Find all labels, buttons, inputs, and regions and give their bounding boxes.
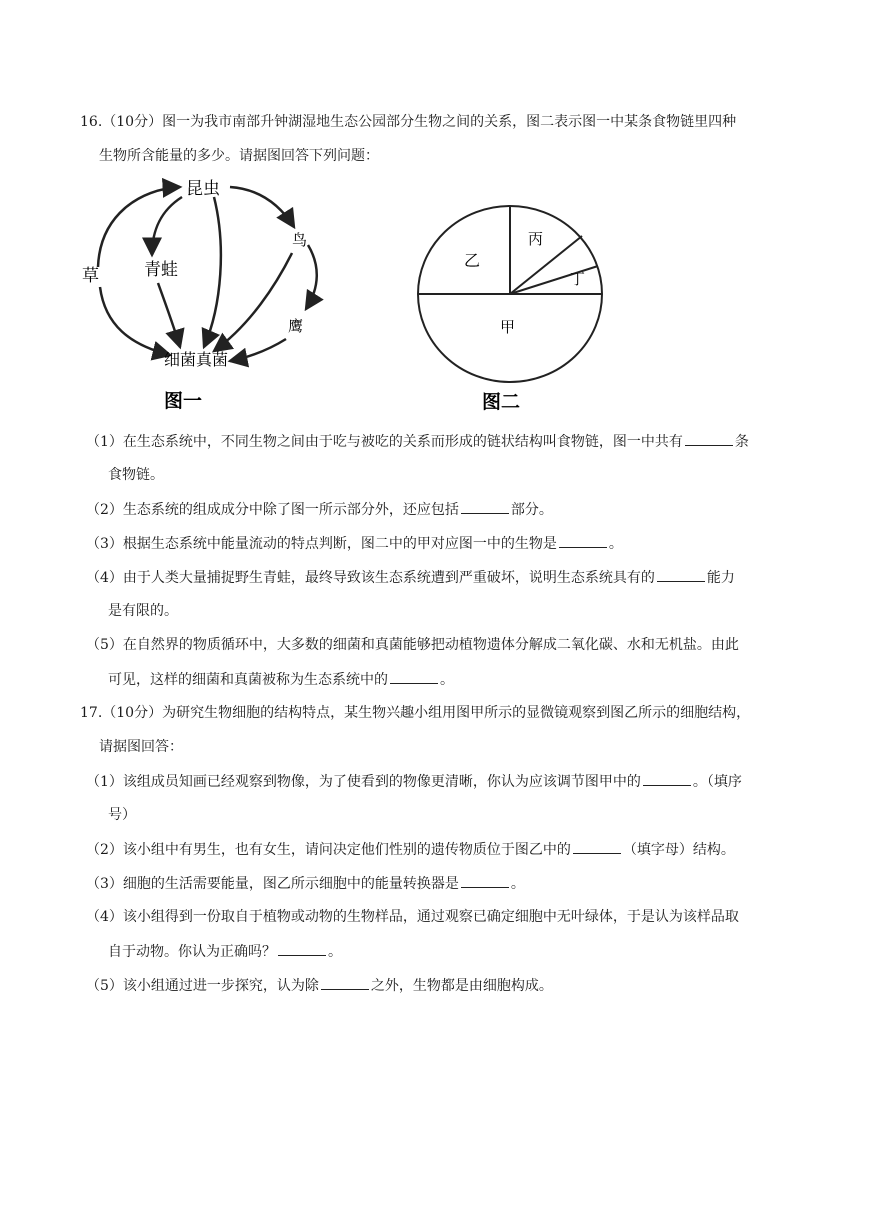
label-hawk: 鹰 xyxy=(288,317,304,335)
segment-label-bing: 丙 xyxy=(528,230,544,248)
q16-sub3: （3）根据生态系统中能量流动的特点判断，图二中的甲对应图一中的生物是 。 xyxy=(86,533,623,554)
answer-blank-17-2[interactable] xyxy=(573,839,621,854)
q16-sub5-line1: （5）在自然界的物质循环中，大多数的细菌和真菌能够把动植物遗体分解成二氧化碳、水和无机盐。由此 xyxy=(86,637,739,653)
arrow-bird-to-hawk xyxy=(306,245,317,309)
label-bird: 鸟 xyxy=(292,231,308,249)
q16-sub1-line2: 食物链。 xyxy=(108,467,164,483)
q16-stem-line2: 生物所含能量的多少。请据图回答下列问题： xyxy=(99,148,379,164)
segment-label-ding: 丁 xyxy=(570,270,586,288)
segment-label-jia: 甲 xyxy=(500,318,516,336)
label-insect: 昆虫 xyxy=(186,179,220,199)
answer-blank-16-2[interactable] xyxy=(461,499,509,514)
answer-blank-16-4[interactable] xyxy=(657,567,705,582)
label-decomposer: 细菌真菌 xyxy=(164,350,229,369)
answer-blank-17-3[interactable] xyxy=(461,873,509,888)
label-grass: 草 xyxy=(82,266,99,286)
answer-blank-17-5[interactable] xyxy=(321,975,369,990)
figure-two-caption: 图二 xyxy=(482,391,521,413)
figure-one-caption: 图一 xyxy=(164,390,203,412)
q17-sub5: （5）该小组通过进一步探究，认为除 之外，生物都是由细胞构成。 xyxy=(86,975,553,996)
q17-sub4-line2: 自于动物。你认为正确吗？ 。 xyxy=(108,941,342,962)
arrow-frog-to-decomposer xyxy=(158,283,180,347)
q17-sub3: （3）细胞的生活需要能量，图乙所示细胞中的能量转换器是 。 xyxy=(86,873,525,894)
arrow-insect-to-decomposer xyxy=(204,197,221,347)
figure-two-energy-circle xyxy=(410,200,610,415)
q16-sub4-line1: （4）由于人类大量捕捉野生青蛙，最终导致该生态系统遭到严重破坏，说明生态系统具有的 能力 xyxy=(86,567,735,588)
figure-one-food-web xyxy=(80,175,340,415)
answer-blank-16-5[interactable] xyxy=(390,669,438,684)
arrow-grass-to-insect xyxy=(98,187,180,267)
answer-blank-17-4[interactable] xyxy=(278,941,326,956)
q17-sub2: （2）该小组中有男生，也有女生，请问决定他们性别的遗传物质位于图乙中的 （填字母）结构。 xyxy=(86,839,735,860)
q16-sub4-line2: 是有限的。 xyxy=(108,603,178,619)
q16-sub1-line1: （1）在生态系统中，不同生物之间由于吃与被吃的关系而形成的链状结构叫食物链，图一中共有 条 xyxy=(86,431,749,452)
q17-sub1-line2: 号） xyxy=(108,807,136,823)
arrow-insect-to-bird xyxy=(230,187,294,227)
q17-sub1-line1: （1）该组成员知画已经观察到物像，为了使看到的物像更清晰，你认为应该调节图甲中的 。（填序 xyxy=(86,771,742,792)
arrow-grass-to-decomposer xyxy=(100,287,170,355)
arrow-insect-to-frog xyxy=(152,197,182,255)
answer-blank-16-3[interactable] xyxy=(559,533,607,548)
q17-stem-line1: 17.（10分）为研究生物细胞的结构特点，某生物兴趣小组用图甲所示的显微镜观察到图乙所示的细胞结构， xyxy=(80,705,751,721)
q17-sub4-line1: （4）该小组得到一份取自于植物或动物的生物样品，通过观察已确定细胞中无叶绿体，于是认为该样品取 xyxy=(86,909,739,925)
q16-sub2: （2）生态系统的组成成分中除了图一所示部分外，还应包括 部分。 xyxy=(86,499,553,520)
arrow-hawk-to-decomposer xyxy=(230,339,286,361)
q17-stem-line2: 请据图回答： xyxy=(99,739,183,755)
answer-blank-16-1[interactable] xyxy=(685,431,733,446)
q16-stem-line1: 16.（10分）图一为我市南部升钟湖湿地生态公园部分生物之间的关系，图二表示图一中某条食物链里四种 xyxy=(80,114,737,130)
segment-label-yi: 乙 xyxy=(464,251,481,270)
label-frog: 青蛙 xyxy=(144,260,178,280)
arrow-bird-to-decomposer xyxy=(214,253,292,351)
q16-sub5-line2: 可见，这样的细菌和真菌被称为生态系统中的 。 xyxy=(108,669,454,690)
answer-blank-17-1[interactable] xyxy=(643,771,691,786)
